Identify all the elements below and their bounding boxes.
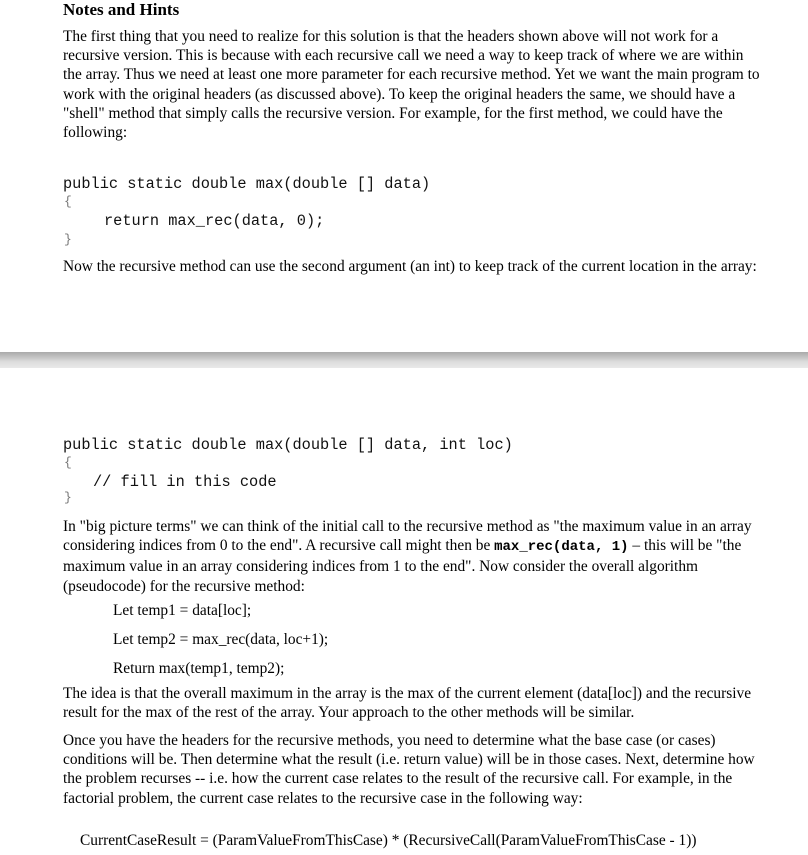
- pseudocode-line-2: Let temp2 = max_rec(data, loc+1);: [113, 631, 329, 648]
- code2-signature: public static double max(double [] data, int loc): [63, 436, 513, 454]
- code2-close-brace: }: [64, 490, 72, 505]
- inline-code: max_rec(data, 1): [494, 539, 629, 556]
- after-code1-paragraph: Now the recursive method can use the second argument (an int) to keep track of the current location in the array:: [63, 258, 757, 275]
- code1-body: return max_rec(data, 0);: [104, 212, 325, 230]
- code1-close-brace: }: [64, 232, 72, 247]
- page-separator: [0, 352, 808, 368]
- big-picture-paragraph: In "big picture terms" we can think of the initial call to the recursive method as "the maximum value in an array considering indices from 0 to the end". A recursive call might then be max_rec(data, 1) – this will be "the maximum value in an array considering indices from 1 to the end". Now consider the overall algorithm (pseudocode) for the recursive method:: [63, 518, 752, 595]
- pseudocode-line-3: Return max(temp1, temp2);: [113, 660, 285, 677]
- code2-open-brace: {: [64, 455, 72, 470]
- pseudocode-line-1: Let temp1 = data[loc];: [113, 602, 252, 619]
- idea-paragraph: The idea is that the overall maximum in the array is the max of the current element (data[loc]) and the recursive result for the max of the rest of the array. Your approach to the other methods will be similar.: [63, 685, 752, 722]
- code1-open-brace: {: [64, 194, 72, 209]
- page-1: [0, 0, 808, 352]
- once-paragraph: Once you have the headers for the recursive methods, you need to determine what the base case (or cases) conditions will be. Then determine what the result (i.e. return value) will be in those cases. Next, determine how the problem recurses -- i.e. how the current case relates to the result of the recursive call. For example, in the factorial problem, the current case relates to the recursive case in the following way:: [63, 732, 755, 807]
- section-heading: Notes and Hints: [63, 0, 180, 19]
- code2-body: // fill in this code: [93, 473, 277, 491]
- code1-signature: public static double max(double [] data): [63, 175, 431, 193]
- page-2: [0, 368, 808, 855]
- factorial-formula: CurrentCaseResult = (ParamValueFromThisCase) * (RecursiveCall(ParamValueFromThisCase - 1)): [80, 832, 697, 849]
- intro-paragraph: The first thing that you need to realize for this solution is that the headers shown above will not work for a recursive version. This is because with each recursive call we need a way to keep track of where we are within the array. Thus we need at least one more parameter for each recursive method. Yet we want the main program to work with the original headers (as discussed above). To keep the original headers the same, we should have a "shell" method that simply calls the recursive version. For example, for the first method, we could have the following:: [63, 28, 760, 142]
